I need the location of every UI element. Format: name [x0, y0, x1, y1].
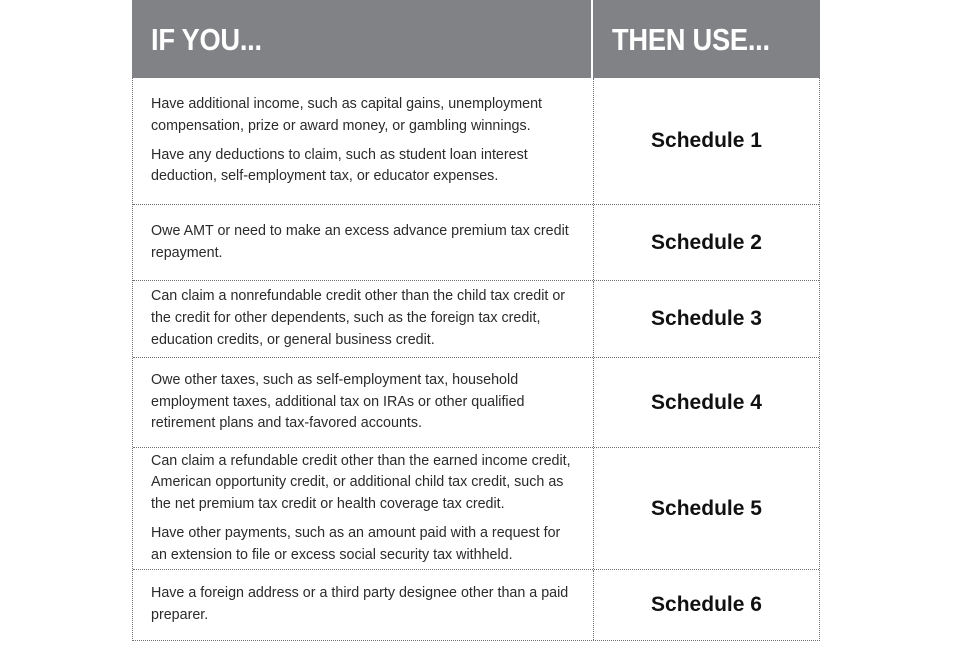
table-row — [133, 281, 819, 358]
condition-text: Have any deductions to claim, such as student loan interest deduction, self-employment tax, or educator expenses. — [151, 146, 528, 185]
column-header-if-you-label: IF YOU... — [151, 21, 262, 57]
table-row — [133, 78, 819, 205]
condition-text: Owe other taxes, such as self-employment tax, household employment taxes, additional tax on IRAs or other qualified retirement plans and tax-favored accounts. — [151, 371, 525, 432]
schedule-cell — [594, 281, 819, 357]
condition-cell — [133, 205, 594, 280]
condition-text: Can claim a nonrefundable credit other than the child tax credit or the credit for other dependents, such as the foreign tax credit, education credits, or general business credit. — [151, 288, 566, 348]
schedule-decision-table — [132, 0, 820, 641]
table-row — [133, 205, 819, 281]
table-row — [133, 448, 819, 570]
schedule-label: Schedule 4 — [651, 390, 762, 414]
schedule-label: Schedule 5 — [651, 496, 762, 520]
condition-text: Can claim a refundable credit other than the earned income credit, American opportunity credit, or additional child tax credit, such as the net premium tax credit or health coverage tax credit. — [151, 452, 571, 513]
schedule-cell — [594, 205, 819, 280]
column-header-then-use — [593, 0, 820, 78]
condition-text: Have additional income, such as capital gains, unemployment compensation, prize or award money, or gambling winnings. — [151, 96, 543, 134]
table-row — [133, 570, 819, 640]
condition-cell — [133, 570, 594, 640]
schedule-cell — [594, 570, 819, 640]
schedule-cell — [594, 78, 819, 204]
schedule-label: Schedule 1 — [651, 129, 762, 153]
schedule-label: Schedule 3 — [651, 307, 762, 331]
condition-cell — [133, 448, 594, 569]
table-row — [133, 358, 819, 448]
schedule-label: Schedule 6 — [651, 593, 762, 617]
condition-cell — [133, 358, 594, 447]
column-header-if-you — [132, 0, 593, 78]
condition-text: Owe AMT or need to make an excess advance premium tax credit repayment. — [151, 222, 569, 261]
table-body — [132, 78, 820, 641]
condition-cell — [133, 281, 594, 357]
column-header-then-use-label: THEN USE... — [612, 21, 770, 57]
schedule-cell — [594, 448, 819, 569]
table-header-row — [132, 0, 820, 78]
condition-cell — [133, 78, 594, 204]
condition-text: Have a foreign address or a third party designee other than a paid preparer. — [151, 585, 569, 623]
condition-text: Have other payments, such as an amount paid with a request for an extension to file or excess social security tax withheld. — [151, 524, 561, 563]
schedule-label: Schedule 2 — [651, 230, 762, 254]
schedule-cell — [594, 358, 819, 447]
